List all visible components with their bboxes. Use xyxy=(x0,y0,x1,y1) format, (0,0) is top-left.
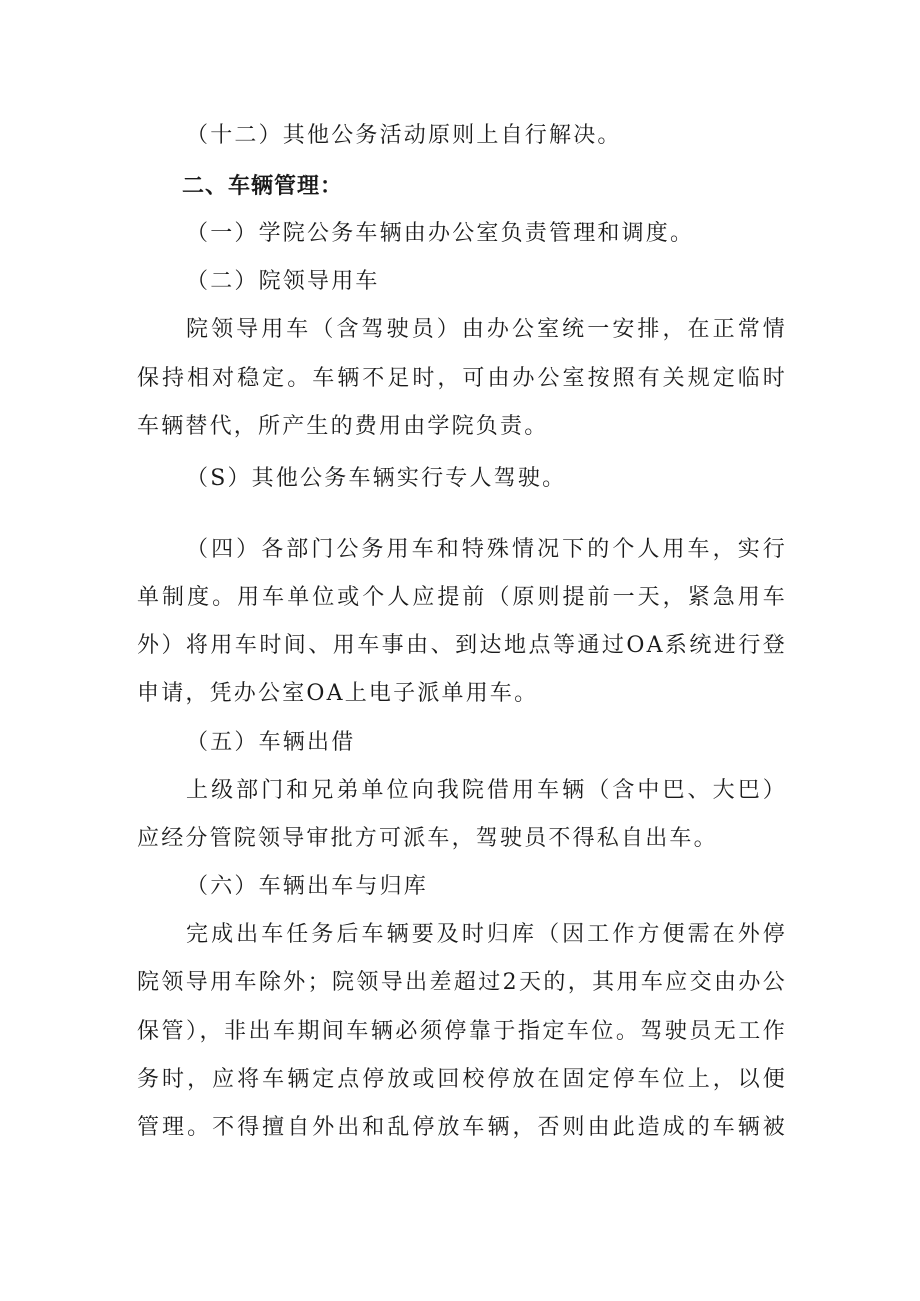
paragraph-12-line: （十二）其他公务活动原则上自行解决。 xyxy=(186,123,622,148)
item-6-body-line-5: 管理。不得擅自外出和乱停放车辆，否则由此造成的车辆被 xyxy=(137,1115,787,1140)
section-heading-vehicle-management: 二、车辆管理： xyxy=(182,174,344,199)
item-6-body-line-3: 保管），非出车期间车辆必须停靠于指定车位。驾驶员无工作 xyxy=(137,1019,787,1044)
item-2-body-line-1: 院领导用车（含驾驶员）由办公室统一安排，在正常情 xyxy=(186,317,787,342)
item-5-body-line-2: 应经分管院领导审批方可派车，驾驶员不得私自出车。 xyxy=(137,826,718,851)
item-6-body-line-4: 务时，应将车辆定点停放或回校停放在固定停车位上，以便 xyxy=(137,1067,787,1092)
item-2-body-line-2: 保持相对稳定。车辆不足时，可由办公室按照有关规定临时 xyxy=(137,366,787,391)
item-3-line: （S）其他公务车辆实行专人驾驶。 xyxy=(186,466,567,491)
item-6-body-line-1: 完成出车任务后车辆要及时归库（因工作方便需在外停 xyxy=(186,922,787,947)
item-1-line: （一）学院公务车辆由办公室负责管理和调度。 xyxy=(186,221,695,246)
item-2-body-line-3: 车辆替代，所产生的费用由学院负责。 xyxy=(137,414,549,439)
item-4-line-4: 申请，凭办公室OA上电子派单用车。 xyxy=(137,681,539,706)
item-4-line-1: （四）各部门公务用车和特殊情况下的个人用车，实行 xyxy=(186,537,787,562)
item-4-line-2: 单制度。用车单位或个人应提前（原则提前一天，紧急用车 xyxy=(137,585,787,610)
item-5-body-line-1: 上级部门和兄弟单位向我院借用车辆（含中巴、大巴） xyxy=(186,778,787,803)
item-5-heading: （五）车辆出借 xyxy=(186,730,356,755)
item-2-heading: （二）院领导用车 xyxy=(186,269,380,294)
item-6-body-line-2: 院领导用车除外；院领导出差超过2天的，其用车应交由办公 xyxy=(137,970,787,995)
item-4-line-3: 外）将用车时间、用车事由、到达地点等通过OA系统进行登 xyxy=(137,633,787,658)
item-6-heading: （六）车辆出车与归库 xyxy=(186,874,429,899)
